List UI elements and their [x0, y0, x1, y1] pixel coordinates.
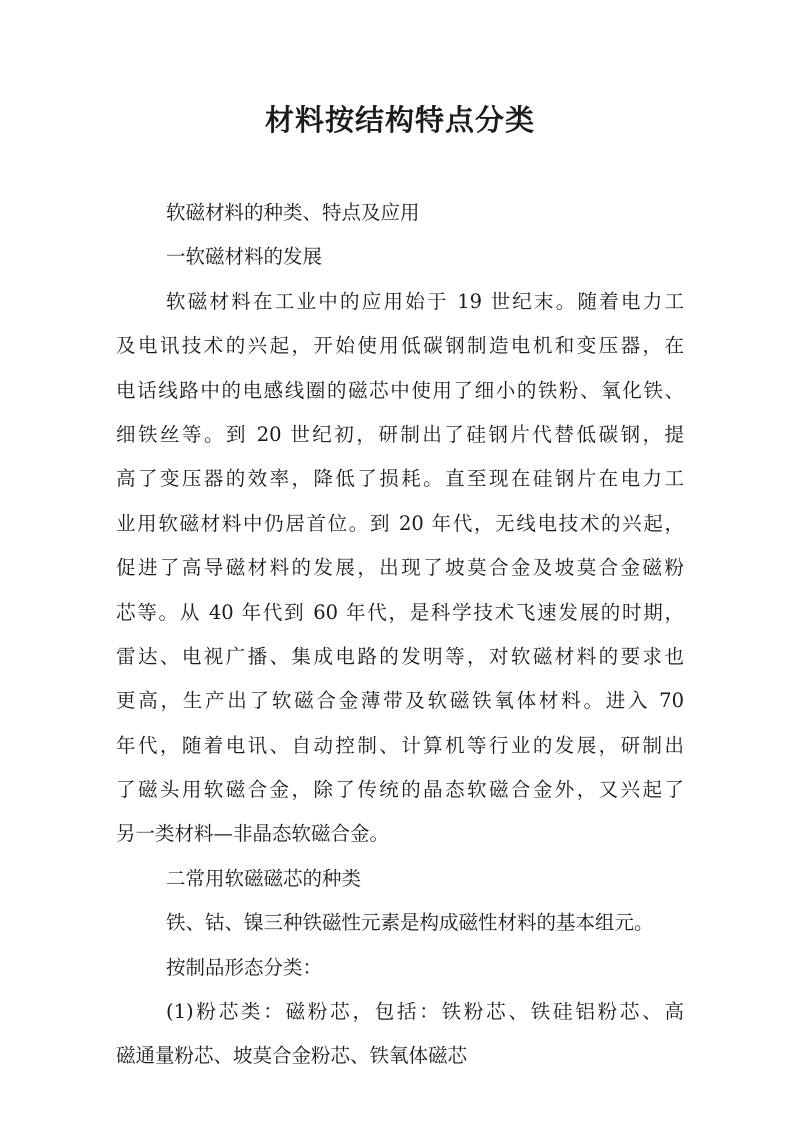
document-title: 材料按结构特点分类 [264, 103, 535, 137]
paragraph-line: 更高，生产出了软磁合金薄带及软磁铁氧体材料。进入 70 [116, 689, 684, 713]
list-item-line: (1)粉芯类：磁粉芯，包括：铁粉芯、铁硅铝粉芯、高 [166, 1000, 684, 1024]
section-heading: 一软磁材料的发展 [166, 245, 323, 269]
paragraph-line: 了磁头用软磁合金，除了传统的晶态软磁合金外，又兴起了 [116, 778, 684, 802]
paragraph-line: 年代，随着电讯、自动控制、计算机等行业的发展，研制出 [116, 733, 684, 757]
paragraph-line: 业用软磁材料中仍居首位。到 20 年代，无线电技术的兴起， [116, 511, 684, 535]
paragraph-line: 电话线路中的电感线圈的磁芯中使用了细小的铁粉、氧化铁、 [116, 378, 684, 402]
paragraph-line: 促进了高导磁材料的发展，出现了坡莫合金及坡莫合金磁粉 [116, 556, 684, 580]
paragraph-line: 铁、钴、镍三种铁磁性元素是构成磁性材料的基本组元。 [166, 911, 654, 935]
paragraph-line: 软磁材料在工业中的应用始于 19 世纪末。随着电力工 [166, 289, 684, 313]
section-heading: 二常用软磁磁芯的种类 [166, 866, 362, 890]
section-heading: 软磁材料的种类、特点及应用 [166, 201, 420, 224]
document-body [116, 191, 684, 1079]
paragraph-line: 细铁丝等。到 20 世纪初，研制出了硅钢片代替低碳钢，提 [116, 422, 684, 446]
paragraph-line: 按制品形态分类： [166, 955, 323, 979]
list-item-line: 磁通量粉芯、坡莫合金粉芯、铁氧体磁芯 [116, 1044, 468, 1068]
paragraph-line: 另一类材料—非晶态软磁合金。 [116, 822, 390, 846]
paragraph-line: 芯等。从 40 年代到 60 年代，是科学技术飞速发展的时期， [116, 600, 684, 624]
paragraph-line: 雷达、电视广播、集成电路的发明等，对软磁材料的要求也 [116, 644, 684, 668]
paragraph-line: 及电讯技术的兴起，开始使用低碳钢制造电机和变压器，在 [116, 334, 684, 358]
paragraph-line: 高了变压器的效率，降低了损耗。直至现在硅钢片在电力工 [116, 467, 684, 491]
